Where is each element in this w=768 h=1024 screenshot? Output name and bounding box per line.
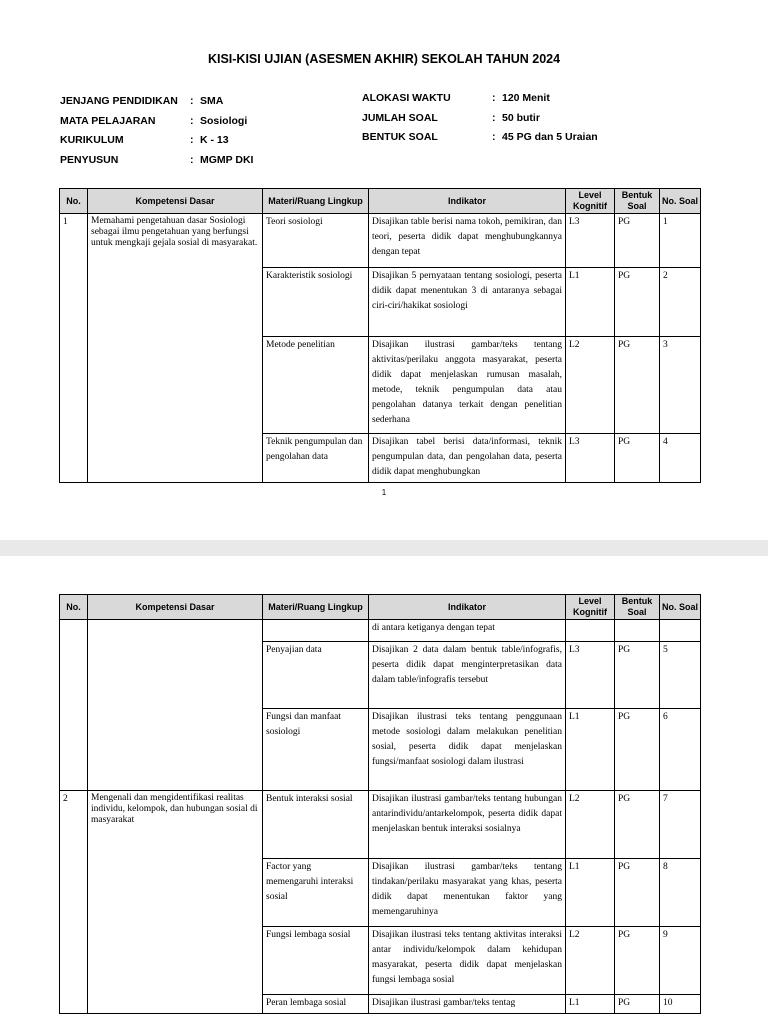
- meta-key: KURIKULUM: [60, 134, 124, 146]
- materi-cell: Fungsi lembaga sosial: [263, 927, 369, 995]
- materi-cell: Penyajian data: [263, 642, 369, 709]
- meta-info-left: [60, 92, 253, 170]
- meta-key: BENTUK SOAL: [362, 131, 438, 143]
- meta-sep: :: [190, 114, 194, 127]
- materi-cell: Fungsi dan manfaat sosiologi: [263, 709, 369, 791]
- indikator-cell: Disajikan ilustrasi gambar/teks tentag: [369, 995, 566, 1014]
- bentuk-cell: PG: [615, 214, 660, 268]
- meta-value: Sosiologi: [200, 114, 248, 127]
- nosoal-cell: 2: [660, 268, 701, 337]
- table-header-row: [60, 595, 701, 620]
- level-cell: L1: [566, 268, 615, 337]
- header-no: No.: [60, 595, 88, 620]
- meta-value: 120 Menit: [502, 92, 550, 104]
- nosoal-cell: 8: [660, 859, 701, 927]
- kd-number: [60, 620, 88, 791]
- kd-number: 2: [60, 791, 88, 1014]
- level-cell: L2: [566, 927, 615, 995]
- meta-row-jenjang: [60, 92, 253, 112]
- header-indikator: Indikator: [369, 189, 566, 214]
- kd-text: Mengenali dan mengidentifikasi realitas individu, kelompok, dan hubungan sosial di masyarakat: [88, 791, 263, 1014]
- header-kompetensi-dasar: Kompetensi Dasar: [88, 189, 263, 214]
- document-title: KISI-KISI UJIAN (ASESMEN AKHIR) SEKOLAH TAHUN 2024: [207, 52, 561, 66]
- meta-key: PENYUSUN: [60, 153, 119, 166]
- meta-sep: :: [190, 153, 194, 166]
- meta-sep: :: [190, 95, 194, 107]
- bentuk-cell: PG: [615, 709, 660, 791]
- meta-row-jumlah: [362, 109, 598, 129]
- kd-number: 1: [60, 214, 88, 483]
- meta-key: JUMLAH SOAL: [362, 111, 438, 124]
- meta-sep: :: [190, 134, 194, 146]
- level-cell: L3: [566, 434, 615, 483]
- level-cell: L2: [566, 791, 615, 859]
- nosoal-cell: 1: [660, 214, 701, 268]
- indikator-cell: Disajikan ilustrasi teks tentang aktivitas interaksi antar individu/kelompok dalam kehidupan masyarakat, peserta didik dapat menjelaskan fungsi lembaga sosial: [369, 927, 566, 995]
- meta-sep: :: [492, 131, 496, 143]
- meta-key: JENJANG PENDIDIKAN: [60, 95, 178, 107]
- header-bentuk: Bentuk Soal: [615, 595, 660, 620]
- table-header-row: [60, 189, 701, 214]
- kd-text: Memahami pengetahuan dasar Sosiologi sebagai ilmu pengetahuan yang berfungsi untuk mengkaji gejala sosial di masyarakat.: [88, 214, 263, 483]
- level-cell: [566, 620, 615, 642]
- indikator-continuation: di antara ketiganya dengan tepat: [369, 620, 566, 642]
- grid-table-page-1: [59, 188, 701, 483]
- table-row: [60, 214, 701, 268]
- meta-key: MATA PELAJARAN: [60, 114, 156, 127]
- indikator-cell: Disajikan ilustrasi teks tentang penggunaan metode sosiologi dalam melakukan penelitian sosial, peserta didik dapat menjelaskan fungsi/manfaat sosiologi dalam ilustrasi: [369, 709, 566, 791]
- materi-cell: Metode penelitian: [263, 337, 369, 434]
- level-cell: L3: [566, 642, 615, 709]
- page-number: 1: [381, 488, 387, 497]
- header-level: Level Kognitif: [566, 595, 615, 620]
- table-row: [60, 791, 701, 859]
- header-indikator: Indikator: [369, 595, 566, 620]
- nosoal-cell: 7: [660, 791, 701, 859]
- meta-row-mapel: [60, 112, 253, 132]
- table-row: [60, 620, 701, 642]
- level-cell: L1: [566, 859, 615, 927]
- grid-table-page-2: [59, 594, 701, 1014]
- header-no: No.: [60, 189, 88, 214]
- meta-value: K - 13: [200, 134, 229, 146]
- bentuk-cell: PG: [615, 927, 660, 995]
- meta-sep: :: [492, 111, 496, 124]
- nosoal-cell: 10: [660, 995, 701, 1014]
- materi-cell: Bentuk interaksi sosial: [263, 791, 369, 859]
- indikator-cell: Disajikan 5 pernyataan tentang sosiologi, peserta didik dapat menentukan 3 di antaranya sebagai ciri-ciri/hakikat sosiologi: [369, 268, 566, 337]
- meta-value: SMA: [200, 95, 224, 107]
- bentuk-cell: PG: [615, 791, 660, 859]
- bentuk-cell: PG: [615, 337, 660, 434]
- level-cell: L2: [566, 337, 615, 434]
- meta-sep: :: [492, 92, 496, 104]
- meta-row-kurikulum: [60, 131, 253, 151]
- indikator-cell: Disajikan 2 data dalam bentuk table/infografis, peserta didik dapat menginterpretasikan data dalam table/infografis tersebut: [369, 642, 566, 709]
- level-cell: L3: [566, 214, 615, 268]
- materi-cell: [263, 620, 369, 642]
- meta-value: MGMP DKI: [200, 153, 254, 166]
- header-no-soal: No. Soal: [660, 595, 701, 620]
- materi-cell: Karakteristik sosiologi: [263, 268, 369, 337]
- indikator-cell: Disajikan ilustrasi gambar/teks tentang tindakan/perilaku masyarakat yang khas, peserta didik dapat menentukan faktor yang memengaruhinya: [369, 859, 566, 927]
- level-cell: L1: [566, 709, 615, 791]
- bentuk-cell: PG: [615, 434, 660, 483]
- materi-cell: Teori sosiologi: [263, 214, 369, 268]
- nosoal-cell: 3: [660, 337, 701, 434]
- nosoal-cell: 9: [660, 927, 701, 995]
- bentuk-cell: PG: [615, 642, 660, 709]
- meta-key: ALOKASI WAKTU: [362, 92, 451, 104]
- materi-cell: Peran lembaga sosial: [263, 995, 369, 1014]
- header-kompetensi-dasar: Kompetensi Dasar: [88, 595, 263, 620]
- kd-text: [88, 620, 263, 791]
- nosoal-cell: 5: [660, 642, 701, 709]
- meta-row-alokasi: [362, 89, 598, 109]
- header-level: Level Kognitif: [566, 189, 615, 214]
- level-cell: L1: [566, 995, 615, 1014]
- meta-value: 50 butir: [502, 111, 540, 124]
- indikator-cell: Disajikan ilustrasi gambar/teks tentang hubungan antarindividu/antarkelompok, peserta didik dapat menjelaskan bentuk interaksi sosialnya: [369, 791, 566, 859]
- header-materi: Materi/Ruang Lingkup: [263, 595, 369, 620]
- meta-info-right: [362, 89, 598, 148]
- indikator-cell: Disajikan table berisi nama tokoh, pemikiran, dan teori, peserta didik dapat menghubungkannya dengan tepat: [369, 214, 566, 268]
- bentuk-cell: PG: [615, 859, 660, 927]
- bentuk-cell: PG: [615, 268, 660, 337]
- materi-cell: Factor yang memengaruhi interaksi sosial: [263, 859, 369, 927]
- indikator-cell: Disajikan ilustrasi gambar/teks tentang aktivitas/perilaku anggota masyarakat, peserta didik dapat menjelaskan rumusan masalah, metode, teknik pengumpulan data atau pengolahan datanya terkait dengan penelitian sederhana: [369, 337, 566, 434]
- header-no-soal: No. Soal: [660, 189, 701, 214]
- materi-cell: Teknik pengumpulan dan pengolahan data: [263, 434, 369, 483]
- nosoal-cell: 6: [660, 709, 701, 791]
- header-bentuk: Bentuk Soal: [615, 189, 660, 214]
- indikator-cell: Disajikan tabel berisi data/informasi, teknik pengumpulan data, dan pengolahan data, peserta didik dapat menghubungkan: [369, 434, 566, 483]
- bentuk-cell: [615, 620, 660, 642]
- nosoal-cell: [660, 620, 701, 642]
- header-materi: Materi/Ruang Lingkup: [263, 189, 369, 214]
- meta-value: 45 PG dan 5 Uraian: [502, 131, 598, 143]
- nosoal-cell: 4: [660, 434, 701, 483]
- meta-row-bentuk: [362, 128, 598, 148]
- bentuk-cell: PG: [615, 995, 660, 1014]
- meta-row-penyusun: [60, 151, 253, 171]
